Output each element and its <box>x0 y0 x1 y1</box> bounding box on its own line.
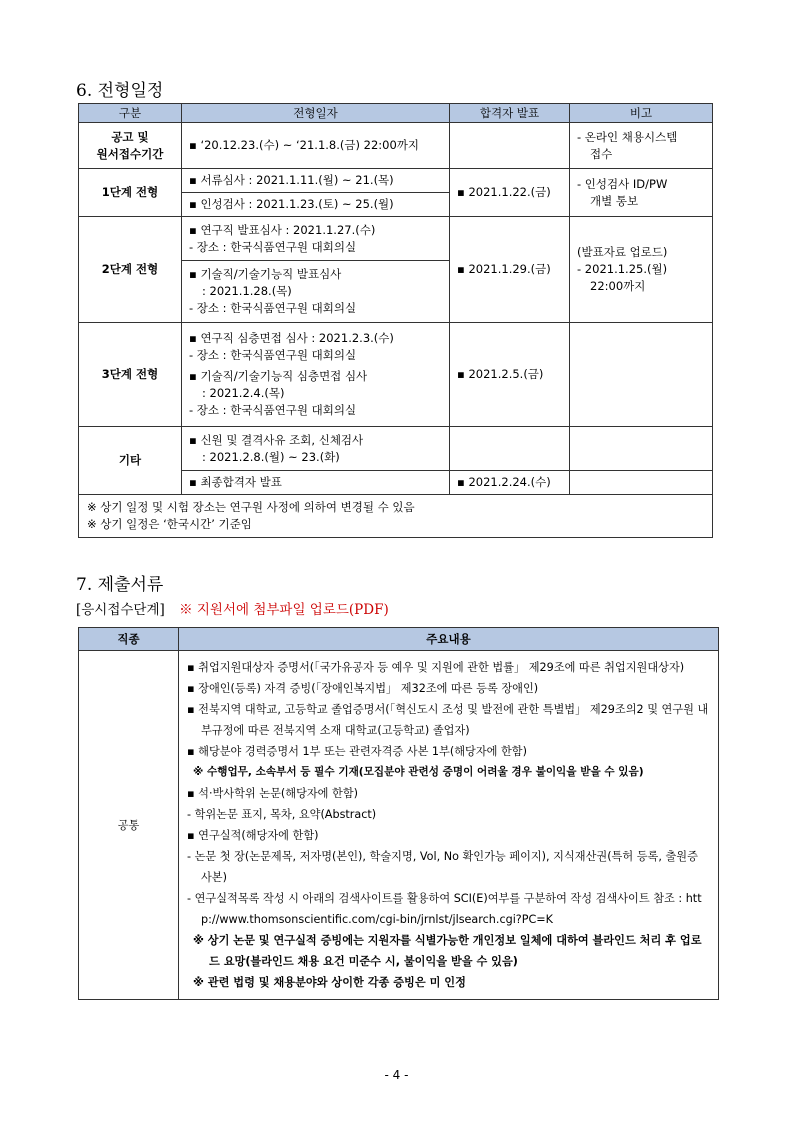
application-note-line1: - 온라인 채용시스템 <box>577 129 678 144</box>
stage2-b3: - 장소 : 한국식품연구원 대회의실 <box>189 301 357 315</box>
cat-application-line2: 원서접수기간 <box>96 146 164 161</box>
row-stage3 <box>79 323 713 427</box>
schedule-header-row <box>79 104 713 123</box>
stage3-block <box>182 323 450 427</box>
stage3-note <box>570 323 713 427</box>
stage2-block-a <box>182 217 450 261</box>
stage2-note-line3: 22:00까지 <box>590 279 646 293</box>
etc-result-a <box>450 427 570 471</box>
stage2-a1: ▪ 연구직 발표심사 : 2021.1.27.(수) <box>189 222 376 237</box>
stage2-note <box>570 217 713 323</box>
etc-a1: ▪ 신원 및 결격사유 조회, 신체검사 <box>189 432 364 447</box>
stage1-result: ▪ 2021.1.22.(금) <box>450 169 570 217</box>
doc-item-local-graduate: ▪ 전북지역 대학교, 고등학교 졸업증명서(「혁신도시 조성 및 발전에 관한 특별법」 제29조의2 및 연구원 내부규정에 따른 전북지역 소재 대학교(고등학교) 졸업자) <box>187 703 709 737</box>
stage-label: [응시접수단계] <box>76 602 165 618</box>
doc-item-research-detail1: - 논문 첫 장(논문제목, 저자명(본인), 학술지명, Vol, No 확인가능 페이지), 지식재산권(특허 등록, 출원증 사본) <box>187 850 698 884</box>
header-result: 합격자 발표 <box>450 104 570 123</box>
application-note-line2: 접수 <box>590 146 613 161</box>
etc-note-b <box>570 471 713 495</box>
stage2-b2: : 2021.1.28.(목) <box>202 284 292 298</box>
stage2-note-line1: (발표자료 업로드) <box>577 245 668 259</box>
section7-title: 7. 제출서류 <box>76 575 164 595</box>
application-note <box>570 123 713 169</box>
doc-note-required: ※ 수행업무, 소속부서 등 필수 기재(모집분야 관련성 증명이 어려울 경우 불이익을 받을 수 있음) <box>193 766 644 778</box>
etc-a2: : 2021.2.8.(월) ~ 23.(화) <box>202 449 340 464</box>
doc-note-blind: ※ 상기 논문 및 연구실적 증빙에는 지원자를 식별가능한 개인정보 일체에 대하여 블라인드 처리 후 업로드 요망(블라인드 채용 요건 미준수 시, 불이익을 받을 수 있음) <box>193 934 702 968</box>
doc-item-disability: ▪ 장애인(등록) 자격 증빙(「장애인복지법」 제32조에 따른 등록 장애인) <box>187 682 539 695</box>
cat-stage1: 1단계 전형 <box>79 169 182 217</box>
header-content: 주요내용 <box>179 628 719 651</box>
header-job: 직종 <box>79 628 179 651</box>
etc-note-a <box>570 427 713 471</box>
header-category: 구분 <box>79 104 182 123</box>
cat-etc: 기타 <box>79 427 182 495</box>
schedule-note-1: ※ 상기 일정 및 시험 장소는 연구원 사정에 의하여 변경될 수 있음 <box>87 500 415 514</box>
doc-item-research: ▪ 연구실적(해당자에 한함) <box>187 829 319 842</box>
stage2-block-b <box>182 261 450 323</box>
etc-final: ▪ 최종합격자 발표 <box>182 471 450 495</box>
header-note: 비고 <box>570 104 713 123</box>
etc-block-a <box>182 427 450 471</box>
row-application <box>79 123 713 169</box>
stage3-b3: - 장소 : 한국식품연구원 대회의실 <box>189 403 357 417</box>
stage3-a2: - 장소 : 한국식품연구원 대회의실 <box>189 348 357 362</box>
documents-row-common <box>79 651 719 1000</box>
etc-final-result: ▪ 2021.2.24.(수) <box>450 471 570 495</box>
page-number: - 4 - <box>384 1068 409 1082</box>
application-date: ▪ ‘20.12.23.(수) ~ ‘21.1.8.(금) 22:00까지 <box>182 123 450 169</box>
cat-application-line1: 공고 및 <box>111 129 149 144</box>
header-date: 전형일자 <box>182 104 450 123</box>
row-notes <box>79 495 713 538</box>
stage2-a2: - 장소 : 한국식품연구원 대회의실 <box>189 239 357 254</box>
stage-note: ※ 지원서에 첨부파일 업로드(PDF) <box>179 602 389 618</box>
stage3-b2: : 2021.2.4.(목) <box>202 386 285 400</box>
stage2-result: ▪ 2021.1.29.(금) <box>450 217 570 323</box>
category-common: 공통 <box>79 651 179 1000</box>
schedule-notes <box>79 495 713 538</box>
stage3-result: ▪ 2021.2.5.(금) <box>450 323 570 427</box>
documents-content <box>179 651 719 1000</box>
row-stage1-a <box>79 169 713 193</box>
stage1-note-line2: 개별 통보 <box>590 193 639 208</box>
schedule-note-2: ※ 상기 일정은 ‘한국시간’ 기준임 <box>87 517 252 531</box>
cat-stage3: 3단계 전형 <box>79 323 182 427</box>
doc-item-research-detail2: - 연구실적목록 작성 시 아래의 검색사이트를 활용하여 SCI(E)여부를 구분하여 작성 검색사이트 참조 : http://www.thomsonscientific.com/cgi-bin/jrnlst/jlsearch.cgi?PC=K <box>187 892 702 926</box>
stage1-note-line1: - 인성검사 ID/PW <box>577 176 668 191</box>
stage3-b1: ▪ 기술직/기술기능직 심층면접 심사 <box>189 369 368 383</box>
stage1-date2: ▪ 인성검사 : 2021.1.23.(토) ~ 25.(월) <box>182 193 450 217</box>
stage2-b1: ▪ 기술직/기술기능직 발표심사 <box>189 267 342 281</box>
row-stage2-a <box>79 217 713 261</box>
cat-stage2: 2단계 전형 <box>79 217 182 323</box>
documents-header-row <box>79 628 719 651</box>
stage1-note <box>570 169 713 217</box>
cat-application <box>79 123 182 169</box>
stage3-a1: ▪ 연구직 심층면접 심사 : 2021.2.3.(수) <box>189 331 394 345</box>
section6-title: 6. 전형일정 <box>76 81 164 101</box>
stage2-note-line2: - 2021.1.25.(월) <box>577 262 668 276</box>
application-result <box>450 123 570 169</box>
doc-item-veteran: ▪ 취업지원대상자 증명서(「국가유공자 등 예우 및 지원에 관한 법률」 제29조에 따른 취업지원대상자) <box>187 661 685 674</box>
doc-item-thesis: ▪ 석·박사학위 논문(해당자에 한함) <box>187 787 359 800</box>
schedule-table <box>78 103 713 538</box>
doc-item-thesis-detail: - 학위논문 표지, 목차, 요약(Abstract) <box>187 808 377 821</box>
documents-table <box>78 627 719 1000</box>
doc-item-career: ▪ 해당분야 경력증명서 1부 또는 관련자격증 사본 1부(해당자에 한함) <box>187 745 527 758</box>
row-etc-a <box>79 427 713 471</box>
stage1-date1: ▪ 서류심사 : 2021.1.11.(월) ~ 21.(목) <box>182 169 450 193</box>
doc-note-invalid: ※ 관련 법령 및 채용분야와 상이한 각종 증빙은 미 인정 <box>193 976 466 989</box>
stage-heading <box>76 598 389 618</box>
